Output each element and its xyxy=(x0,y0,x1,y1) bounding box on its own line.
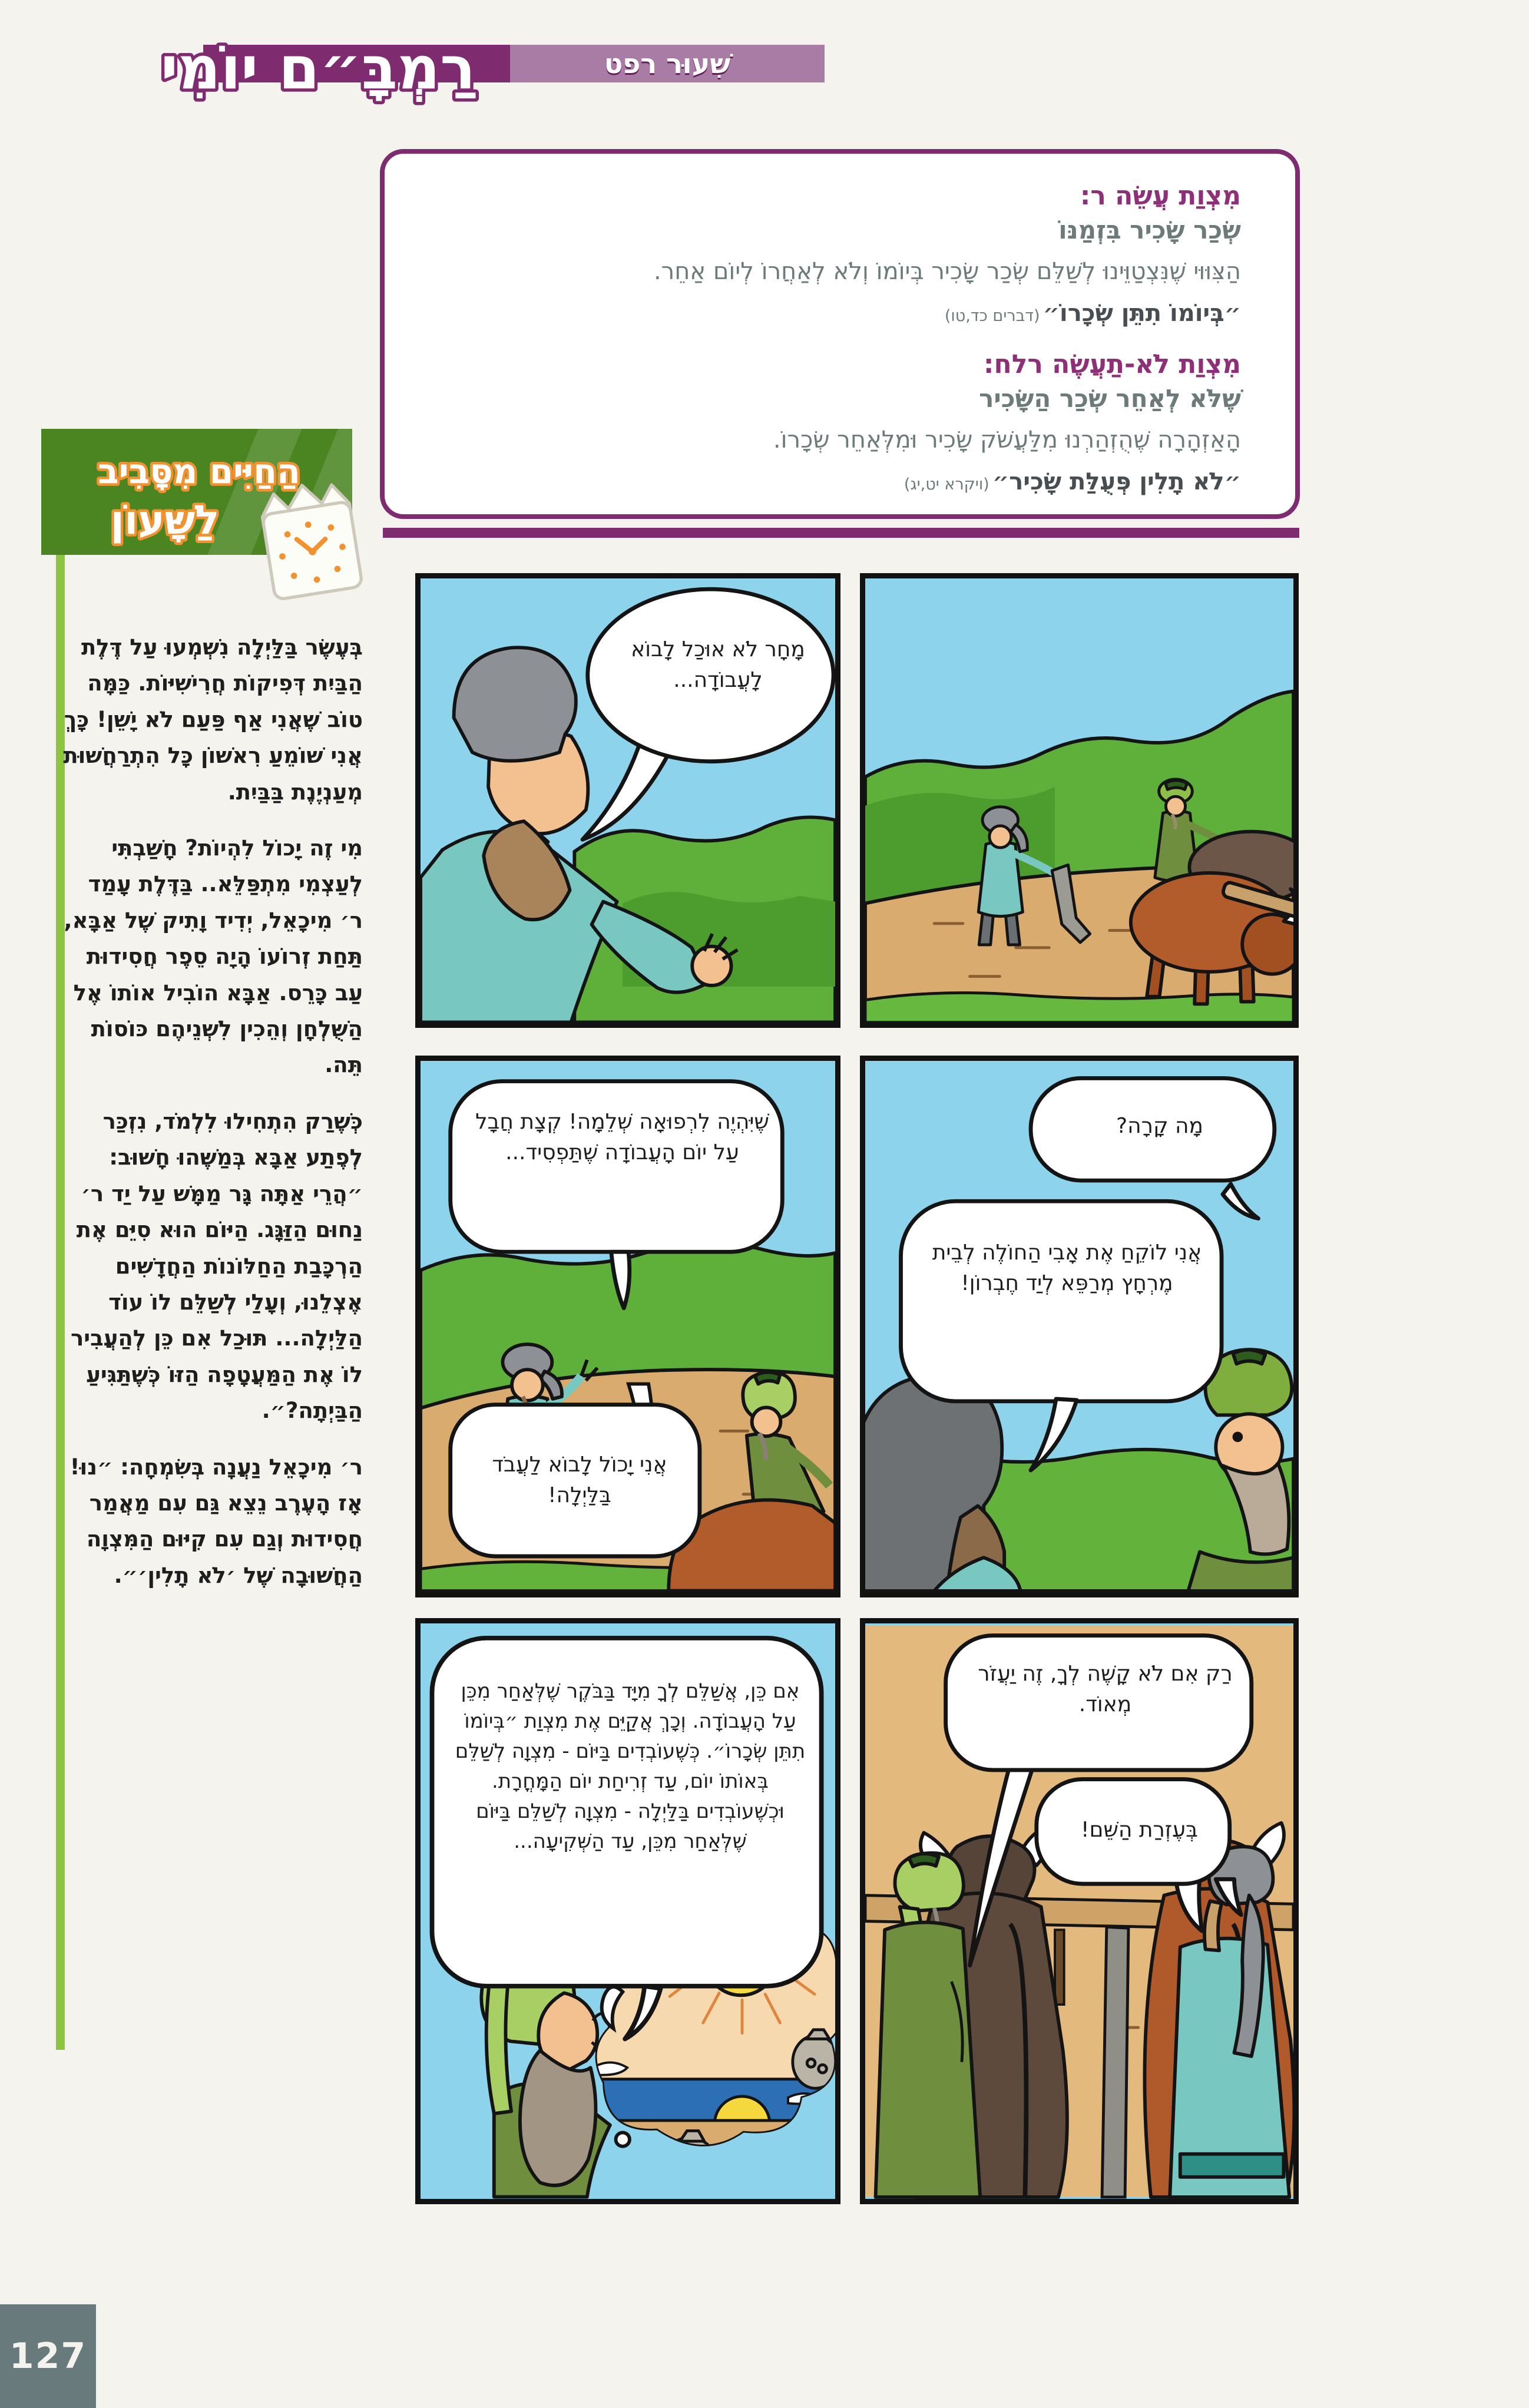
speech-bubble: אֲנִי לוֹקֵחַ אֶת אָבִי הַחוֹלֶה לְבֵית מֶרְחָץ מְרַפֵּא לְיַד חֶבְרוֹן! xyxy=(932,1241,1202,1296)
positive-mitzvah-heading: מִצְוַת עֲשֵׂה ר: xyxy=(1080,181,1241,211)
negative-mitzvah-body: הָאַזְהָרָה שֶׁהֻזְהַרְנוּ מִלַּעֲשֹׁק שָׂכִיר וּמִלְּאַחֵר שְׂכָרוֹ. xyxy=(773,426,1241,454)
header-band-light xyxy=(510,45,825,82)
story-paragraph: בְּעֶשֶׂר בַּלַּיְלָה נִשְׁמְעוּ עַל דֶּלֶת הַבַּיִת דְּפִיקוֹת חֲרִישִׁיּוֹת. כַּמָּה טוֹב שֶׁאֲנִי אַף פַּעַם לֹא יָשֵׁן! כָּךְ אֲנִי שׁוֹמֵעַ רִאשׁוֹן כָּל הִתְרַחֲשׁוּת מְעַנְיֶנֶת בַּבַּיִת. xyxy=(63,634,363,805)
sidebar-story xyxy=(59,629,363,1613)
story-paragraph: ר׳ מִיכָאֵל נַעֲנָה בְּשִׂמְחָה: ״נוּ! אָז הָעֶרֶב נֵצֵא גַּם עִם מַאֲמַר חֲסִידוּת וְגַם עִם קִיּוּם הַמִּצְוָה הַחֲשׁוּבָה שֶׁל ׳לֹא תָלִין׳״. xyxy=(70,1454,363,1588)
speech-bubble: שֶׁיִּהְיֶה לִרְפוּאָה שְׁלֵמָה! קְצָת חֲבָל עַל יוֹם הָעֲבוֹדָה שֶׁתַּפְסִיד... xyxy=(475,1110,769,1165)
comic-panel-4 xyxy=(415,1056,840,1597)
speech-bubble: בְּעֶזְרַת הַשֵּׁם! xyxy=(1081,1818,1198,1842)
positive-quote-source: (דברים כד,טו) xyxy=(944,307,1040,325)
speech-bubble: אֲנִי יָכוֹל לָבוֹא לַעֲבֹד בַּלַּיְלָה! xyxy=(492,1453,667,1508)
negative-mitzvah-heading: מִצְוַת לֹא-תַעֲשֶׂה רלח: xyxy=(983,349,1241,379)
negative-mitzvah-quote-line xyxy=(420,468,1241,495)
speech-bubble: מָה קָרָה? xyxy=(1116,1114,1203,1138)
mitzvot-box xyxy=(380,149,1300,519)
comic-panel-1 xyxy=(860,573,1299,1028)
comic-panel-5 xyxy=(860,1618,1299,2204)
clock-icon xyxy=(249,471,372,606)
speech-bubble: רַק אִם לֹא קָשֶׁה לְךָ, זֶה יַעֲזֹר מְאוֹד. xyxy=(978,1662,1233,1717)
speech-bubble: מָחָר לֹא אוּכַל לָבוֹא לָעֲבוֹדָה... xyxy=(631,637,805,693)
speech-bubble: אִם כֵּן, אֲשַׁלֵּם לְךָ מִיָּד בַּבֹּקֶר שֶׁלְּאַחַר מִכֵּן עַל הָעֲבוֹדָה. וְכָךְ אֲקַיֵּם אֶת מִצְוַת ״בְּיוֹמוֹ תִתֵּן שְׂכָרוֹ״. כְּשֶׁעוֹבְדִים בַּיּוֹם - מִצְוָה לְשַׁלֵּם בְּאוֹתוֹ יוֹם, עַד זְרִיחַת יוֹם הַמָּחֳרָת. וּכְשֶׁעוֹבְדִים בַּלַּיְלָה - מִצְוָה לְשַׁלֵּם בַּיּוֹם שֶׁלְּאַחַר מִכֵּן, עַד הַשְּׁקִיעָה... xyxy=(455,1679,806,1853)
panel-1-art xyxy=(865,578,1293,1023)
page-number-box xyxy=(0,2304,96,2408)
negative-quote-source: (ויקרא יט,יג) xyxy=(904,475,989,494)
divider-rule xyxy=(383,528,1299,538)
positive-mitzvah-subtitle: שְׂכַר שָׂכִיר בִּזְמַנּוֹ xyxy=(1058,216,1241,244)
story-paragraph: כְּשֶׁרַק הִתְחִילוּ לִלְמֹד, נִזְכַּר לְפֶתַע אַבָּא בְּמַשֶּׁהוּ חָשׁוּב: ״הֲרֵי אַתָּה גָּר מַמָּשׁ עַל יַד ר׳ נַחוּם הַזַּגָּג. הַיּוֹם הוּא סִיֵּם אֶת הַרְכָּבַת הַחַלּוֹנוֹת הַחֲדָשִׁים אֶצְלֵנוּ, וְעָלַי לְשַׁלֵּם לוֹ עוֹד הַלַּיְלָה... תּוּכַל אִם כֵּן לְהַעֲבִיר לוֹ אֶת הַמַּעֲטָפָה הַזּוֹ כְּשֶׁתַּגִּיעַ הַבַּיְתָה?״. xyxy=(71,1108,363,1424)
sidebar-title-line2: לַשָּׁעוֹן xyxy=(110,497,220,544)
page-title: רַמְבָּ״ם יוֹמִי xyxy=(160,34,476,102)
positive-mitzvah-quote-line xyxy=(420,300,1241,327)
story-paragraph: מִי זֶה יָכוֹל לִהְיוֹת? חָשַׁבְתִּי לְעַצְמִי מִתְפַּלֵּא.. בַּדֶּלֶת עָמַד ר׳ מִיכָאֵל, יְדִיד וָתִיק שֶׁל אַבָּא, תַּחַת זְרוֹעוֹ הָיָה סֵפֶר חֲסִידוּת עַב כָּרֵס. אַבָּא הוֹבִיל אוֹתוֹ אֶל הַשֻּׁלְחָן וְהֵכִין לִשְׁנֵיהֶם כּוֹסוֹת תֵּה. xyxy=(64,835,363,1078)
negative-quote: ״לֹא תָלִין פְּעֻלַּת שָׂכִיר״ xyxy=(992,468,1241,495)
positive-mitzvah-body: הַצִּוּוּי שֶׁנִּצְטַוֵּינוּ לְשַׁלֵּם שְׂכַר שָׂכִיר בְּיוֹמוֹ וְלֹא לְאַחֲרוֹ לְיוֹם אַחֵר. xyxy=(653,258,1241,285)
sidebar-title-line1: הַחַיִּים מִסָּבִיב xyxy=(98,451,300,491)
lesson-number: שִׁעוּר רפט xyxy=(604,48,731,80)
negative-mitzvah-subtitle: שֶׁלֹּא לְאַחֵר שְׂכַר הַשָּׂכִיר xyxy=(979,384,1241,413)
comic-panel-2 xyxy=(415,573,840,1028)
page-title-art xyxy=(88,16,548,117)
page-number: 127 xyxy=(9,2336,87,2377)
positive-quote: ״בְּיוֹמוֹ תִתֵּן שְׂכָרוֹ״ xyxy=(1042,300,1241,327)
comic-panel-6 xyxy=(415,1618,840,2204)
comic-panel-3 xyxy=(860,1056,1299,1597)
